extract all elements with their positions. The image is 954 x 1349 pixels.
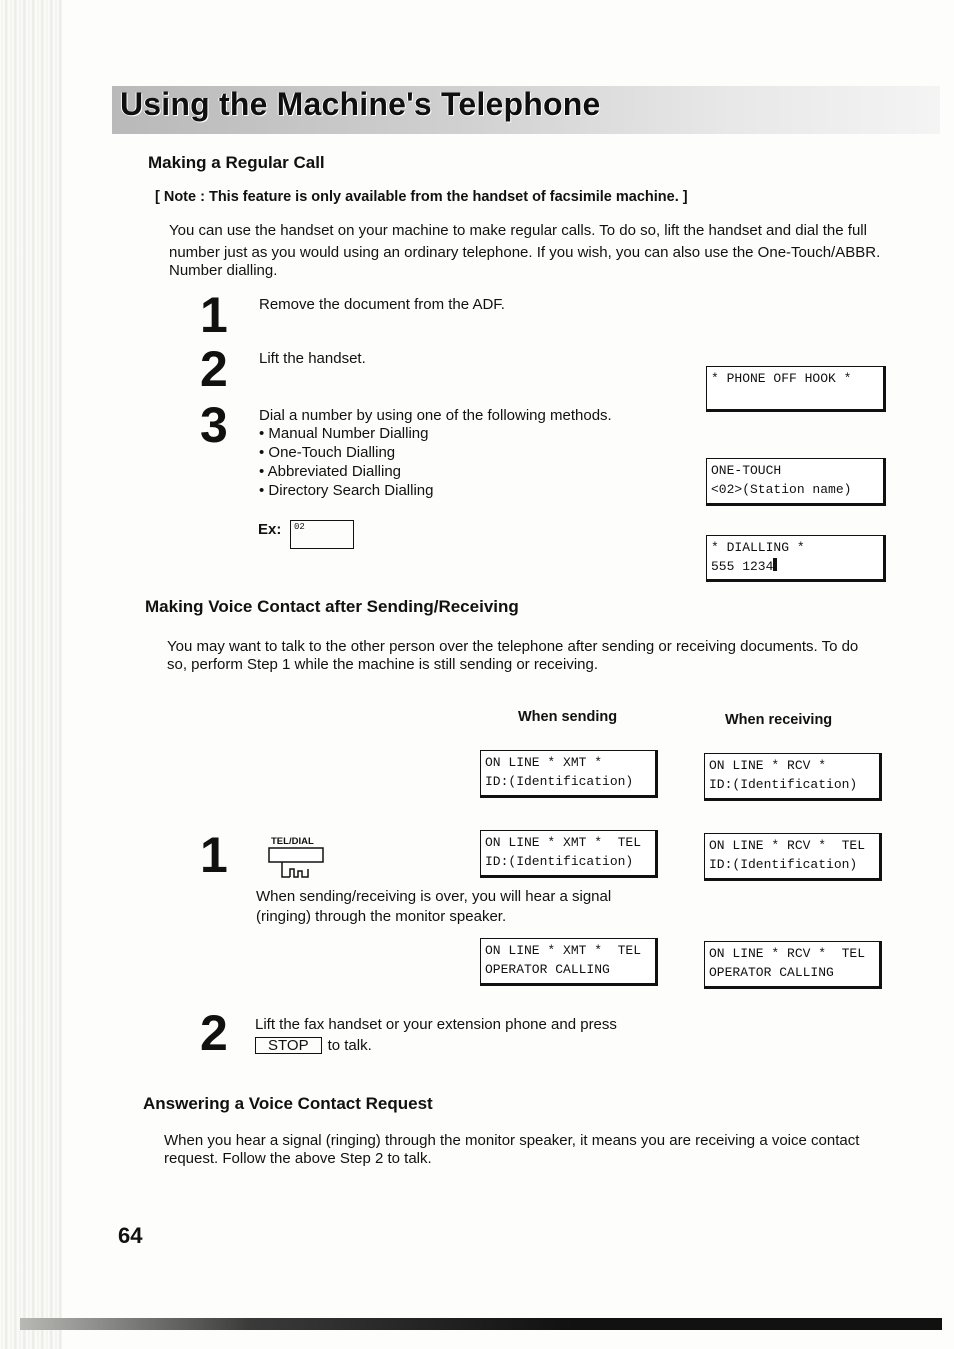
intro-line-2: number just as you would using an ordinary telephone. If you wish, you can also use the One-Touch/ABBR. (169, 244, 881, 261)
step-text: Lift the handset. (259, 350, 366, 367)
list-item: • Directory Search Dialling (259, 481, 433, 500)
lcd-display-send-1 (480, 750, 658, 798)
lcd-line: ON LINE * RCV * (709, 758, 827, 773)
lcd-display-one-touch (706, 458, 886, 506)
lcd-display-recv-1 (704, 753, 882, 801)
lcd-line: 555 1234 (711, 559, 774, 574)
lcd-line: OPERATOR CALLING (709, 965, 834, 980)
example-label: Ex: (258, 521, 282, 538)
tel-dial-key-icon (268, 847, 326, 883)
step2-text-line-2 (255, 1037, 372, 1054)
lcd-line: ON LINE * RCV * TEL (709, 946, 866, 961)
step2-text-after: to talk. (327, 1037, 372, 1054)
cursor-icon (773, 558, 777, 571)
section3-line-1: When you hear a signal (ringing) through the monitor speaker, it means you are receiving a voice contact (164, 1132, 860, 1149)
lcd-line: * DIALLING * (711, 540, 805, 555)
page-number: 64 (118, 1223, 143, 1248)
section3-line-2: request. Follow the above Step 2 to talk. (164, 1150, 432, 1167)
tel-dial-key-label: TEL/DIAL (271, 836, 314, 847)
lcd-display-send-3 (480, 938, 658, 986)
section2-intro-line-2: so, perform Step 1 while the machine is still sending or receiving. (167, 656, 599, 673)
section-heading-regular-call: Making a Regular Call (148, 153, 325, 172)
step1-text-line-1: When sending/receiving is over, you will hear a signal (256, 888, 612, 905)
lcd-line: ON LINE * RCV * TEL (709, 838, 866, 853)
step-text: Dial a number by using one of the following methods. (259, 407, 612, 424)
lcd-display-recv-3 (704, 941, 882, 989)
section-heading-answering: Answering a Voice Contact Request (143, 1094, 433, 1113)
stop-key: STOP (255, 1037, 322, 1054)
lcd-line: ON LINE * XMT * TEL (485, 835, 642, 850)
lcd-line: ON LINE * XMT * (485, 755, 603, 770)
step-text: Remove the document from the ADF. (259, 296, 505, 313)
intro-line-3: Number dialling. (169, 262, 278, 279)
lcd-line: ON LINE * XMT * TEL (485, 943, 642, 958)
lcd-line: OPERATOR CALLING (485, 962, 610, 977)
lcd-display-recv-2 (704, 833, 882, 881)
lcd-line: * PHONE OFF HOOK * (711, 371, 852, 386)
lcd-line: ID:(Identification) (709, 857, 858, 872)
step2-text-line-1: Lift the fax handset or your extension phone and press (255, 1016, 617, 1033)
page-bottom-edge (20, 1318, 942, 1330)
lcd-display-off-hook (706, 366, 886, 412)
list-item: • Manual Number Dialling (259, 424, 433, 443)
list-item: • Abbreviated Dialling (259, 462, 433, 481)
list-item: • One-Touch Dialling (259, 443, 433, 462)
step-number: 1 (200, 287, 228, 343)
lcd-display-send-2 (480, 830, 658, 878)
section2-intro-line-1: You may want to talk to the other person over the telephone after sending or receiving documents. To do (167, 638, 859, 655)
binding-edge (0, 0, 62, 1349)
one-touch-key-02: 02 (290, 520, 354, 549)
intro-line-1: You can use the handset on your machine to make regular calls. To do so, lift the handset and dial the full (169, 222, 867, 239)
lcd-display-dialling (706, 535, 886, 582)
step-number: 2 (200, 341, 228, 397)
step1-text-line-2: (ringing) through the monitor speaker. (256, 908, 507, 925)
section-heading-voice-contact: Making Voice Contact after Sending/Receiving (145, 597, 519, 616)
note-text: [ Note : This feature is only available from the handset of facsimile machine. ] (155, 189, 688, 205)
lcd-line: <02>(Station name) (711, 482, 852, 497)
step-number: 2 (200, 1005, 228, 1061)
lcd-line: ID:(Identification) (485, 854, 634, 869)
page-title: Using the Machine's Telephone (120, 86, 601, 122)
dialling-methods-list (259, 424, 433, 500)
lcd-line: ID:(Identification) (485, 774, 634, 789)
column-heading-sending: When sending (518, 709, 618, 725)
step-number: 1 (200, 827, 228, 883)
lcd-line: ID:(Identification) (709, 777, 858, 792)
lcd-line: ONE-TOUCH (711, 463, 782, 478)
column-heading-receiving: When receiving (725, 712, 833, 728)
step-number: 3 (200, 397, 228, 453)
